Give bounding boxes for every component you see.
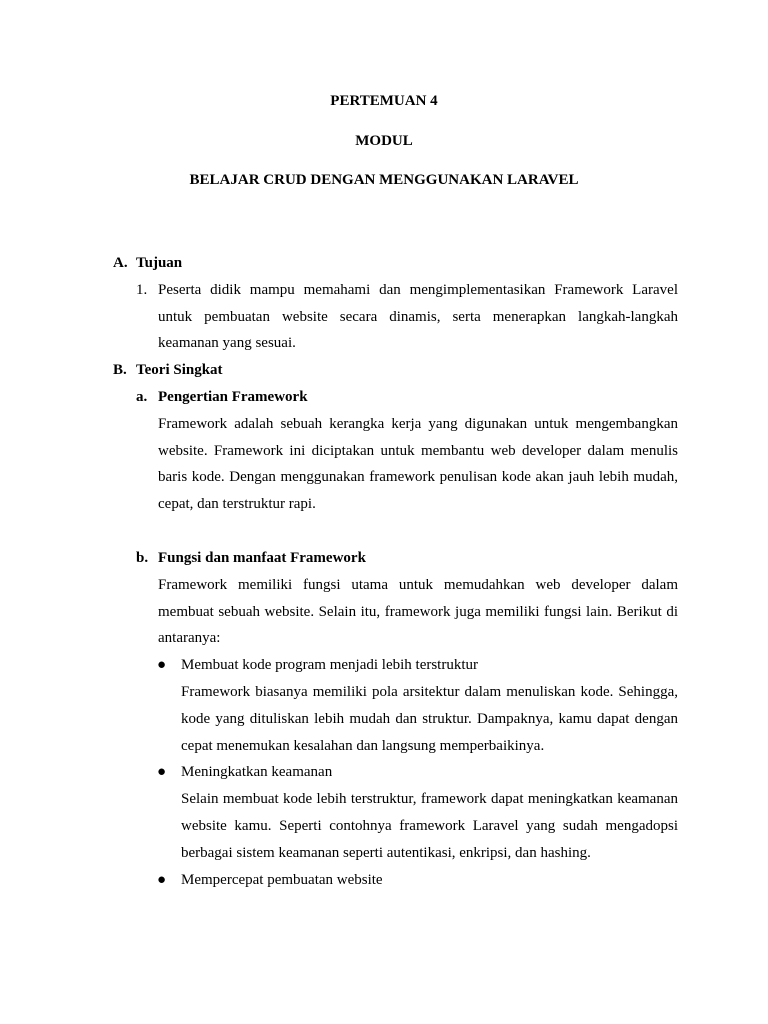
objective-item: [113, 277, 678, 357]
objective-marker: 1.: [136, 281, 148, 298]
bullet-title: Meningkatkan keamanan: [181, 764, 333, 781]
bullet-title: Mempercepat pembuatan website: [181, 871, 383, 888]
section-a-heading: [113, 250, 678, 277]
meeting-title: PERTEMUAN 4: [330, 93, 438, 109]
bullet-icon: ●: [157, 657, 167, 674]
objective-text: Peserta didik mampu memahami dan mengimplementasikan Framework Laravel untuk pembuatan website secara dinamis, serta menerapkan langkah-langkah keamanan yang sesuai.: [158, 281, 678, 352]
bullet-paragraph: Selain membuat kode lebih terstruktur, framework dapat meningkatkan keamanan website kamu. Seperti contohnya framework Laravel yang sudah mengadopsi berbagai sistem keamanan seperti autentikasi, enkripsi, dan hashing.: [181, 791, 678, 861]
bullet-item: [113, 652, 678, 679]
bullet-icon: ●: [157, 764, 167, 781]
document-title: BELAJAR CRUD DENGAN MENGGUNAKAN LARAVEL: [189, 172, 579, 188]
document-body: [113, 250, 678, 893]
subsection-b-heading: [113, 545, 678, 572]
section-b-heading: [113, 357, 678, 384]
section-b-marker: B.: [113, 362, 127, 379]
section-a-marker: A.: [113, 255, 128, 271]
subsection-a-heading: [113, 384, 678, 411]
bullet-title: Membuat kode program menjadi lebih terstruktur: [181, 657, 479, 674]
subsection-a-title: Pengertian Framework: [158, 388, 308, 405]
bullet-item: [113, 867, 678, 894]
bullet-item: [113, 759, 678, 786]
subsection-a-paragraph: Framework adalah sebuah kerangka kerja yang digunakan untuk mengembangkan website. Framework ini diciptakan untuk membantu web developer dalam menulis baris kode. Dengan menggunakan framework penulisan kode akan jauh lebih mudah, cepat, dan terstruktur rapi.: [158, 415, 678, 513]
bullet-icon: ●: [157, 871, 167, 888]
subsection-b-title: Fungsi dan manfaat Framework: [158, 549, 366, 566]
subsection-a-marker: a.: [136, 388, 148, 405]
bullet-paragraph: Framework biasanya memiliki pola arsitektur dalam menuliskan kode. Sehingga, kode yang dituliskan lebih mudah dan struktur. Dampaknya, kamu dapat dengan cepat menemukan kesalahan dan langsung memperbaikinya.: [181, 683, 678, 754]
subsection-b-marker: b.: [136, 549, 149, 566]
subsection-b-paragraph: Framework memiliki fungsi utama untuk memudahkan web developer dalam membuat sebuah website. Selain itu, framework juga memiliki fungsi lain. Berikut di antaranya:: [158, 576, 678, 647]
module-title: MODUL: [355, 133, 413, 149]
section-b-title: Teori Singkat: [136, 362, 223, 379]
section-a-title: Tujuan: [136, 255, 183, 271]
spacer: [113, 518, 678, 545]
